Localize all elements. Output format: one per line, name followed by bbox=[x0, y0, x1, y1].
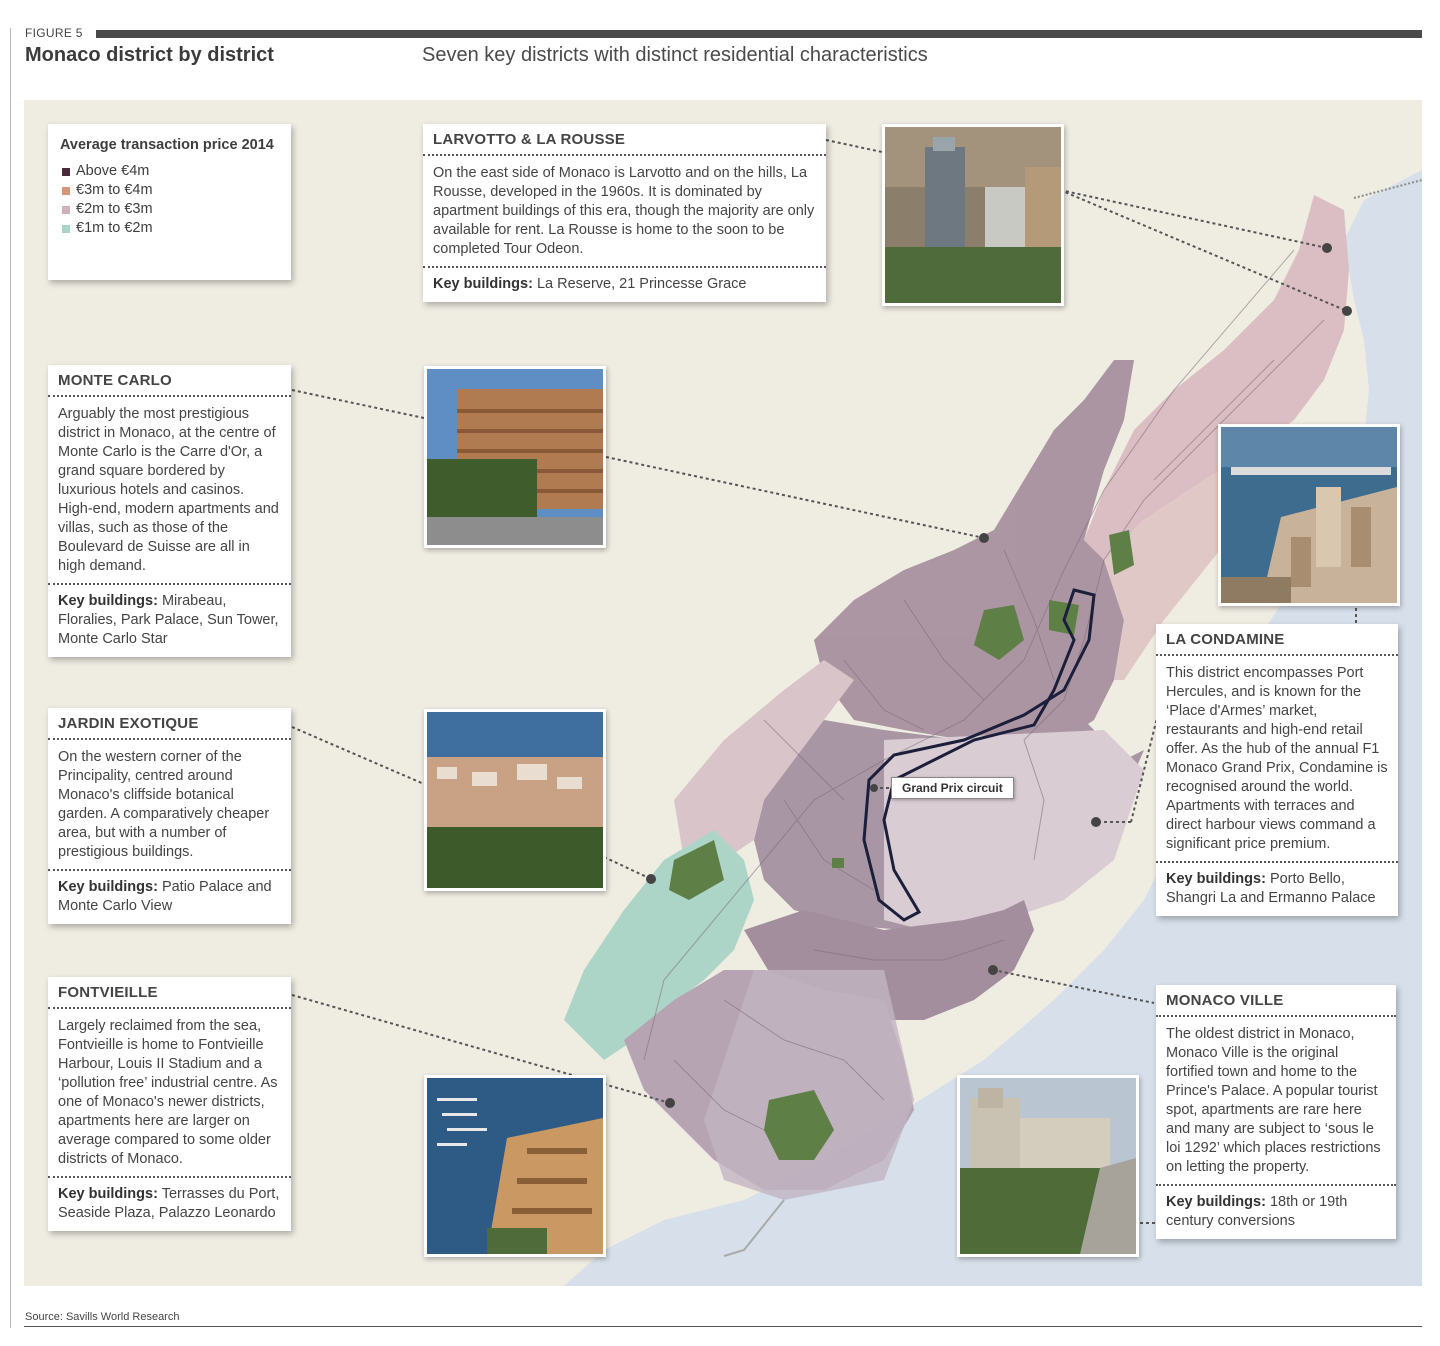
card-title: LA CONDAMINE bbox=[1156, 624, 1398, 656]
key-buildings-label: Key buildings: bbox=[1166, 871, 1266, 887]
legend-swatch bbox=[62, 168, 70, 176]
legend-label: €3m to €4m bbox=[76, 182, 153, 198]
card-title: MONTE CARLO bbox=[48, 365, 291, 397]
monte-carlo-photo bbox=[424, 366, 606, 548]
card-key-buildings bbox=[48, 1178, 291, 1231]
monaco-ville-photo bbox=[957, 1075, 1139, 1257]
legend-label: €2m to €3m bbox=[76, 201, 153, 217]
price-legend bbox=[48, 124, 291, 280]
left-margin-rule bbox=[10, 28, 11, 1328]
key-buildings-value: 18th or 19th century conversions bbox=[1166, 1194, 1348, 1229]
monte-carlo-card bbox=[48, 365, 291, 657]
card-description: The oldest district in Monaco, Monaco Ville is the original fortified town and home to the Prince's Palace. A popular tourist spot, apartments are rare here and many are subject to ‘sous le loi 1292’ which places restrictions on letting the property. bbox=[1156, 1017, 1396, 1186]
key-buildings-value: Terrasses du Port, Seaside Plaza, Palazzo Leonardo bbox=[58, 1186, 280, 1221]
monte-carlo-shape bbox=[814, 360, 1134, 750]
key-buildings-label: Key buildings: bbox=[58, 879, 158, 895]
legend-title: Average transaction price 2014 bbox=[60, 137, 274, 153]
grand-prix-circuit-label: Grand Prix circuit bbox=[891, 777, 1014, 799]
source-note: Source: Savills World Research bbox=[25, 1311, 180, 1323]
port-hercules-shape bbox=[884, 730, 1144, 930]
legend-swatch bbox=[62, 225, 70, 233]
card-description: This district encompasses Port Hercules, and is known for the ‘Place d'Armes’ market, restaurants and high-end retail offer. As the hub of the annual F1 Monaco Grand Prix, Condamine is recognised around the world. Apartments with terraces and direct harbour views command a significant price premium. bbox=[1156, 656, 1398, 863]
card-description: On the east side of Monaco is Larvotto and on the hills, La Rousse, developed in the 1960s. It is dominated by apartment buildings of this era, though the majority are only available for rent. La Rousse is home to the soon to be completed Tour Odeon. bbox=[423, 156, 826, 268]
page-subtitle: Seven key districts with distinct residential characteristics bbox=[422, 44, 928, 66]
key-buildings-value: Patio Palace and Monte Carlo View bbox=[58, 879, 272, 914]
monaco-ville-card bbox=[1156, 985, 1396, 1239]
jardin-exotique-photo bbox=[424, 709, 606, 891]
legend-item-3m-4m bbox=[48, 181, 291, 200]
card-description: Largely reclaimed from the sea, Fontvieille is home to Fontvieille Harbour, Louis II Stadium and a ‘pollution free’ industrial centre. As one of Monaco's newer districts, apartments here are larger on average compared to some older districts of Monaco. bbox=[48, 1009, 291, 1178]
key-buildings-label: Key buildings: bbox=[58, 593, 158, 609]
key-buildings-value: Porto Bello, Shangri La and Ermanno Palace bbox=[1166, 871, 1376, 906]
card-key-buildings bbox=[423, 268, 826, 302]
key-buildings-label: Key buildings: bbox=[433, 276, 533, 292]
fontvieille-card bbox=[48, 977, 291, 1231]
card-title: JARDIN EXOTIQUE bbox=[48, 708, 291, 740]
card-key-buildings bbox=[48, 871, 291, 924]
la-condamine-card bbox=[1156, 624, 1398, 916]
legend-label: Above €4m bbox=[76, 163, 150, 179]
legend-swatch bbox=[62, 206, 70, 214]
legend-swatch bbox=[62, 187, 70, 195]
card-key-buildings bbox=[1156, 863, 1398, 916]
fontvieille-photo bbox=[424, 1075, 606, 1257]
legend-label: €1m to €2m bbox=[76, 220, 153, 236]
card-key-buildings bbox=[1156, 1186, 1396, 1239]
figure-label: FIGURE 5 bbox=[25, 26, 83, 40]
bottom-rule bbox=[24, 1326, 1422, 1327]
card-description: On the western corner of the Principality, centred around Monaco's cliffside botanical garden. A comparatively cheaper area, but with a number of prestigious buildings. bbox=[48, 740, 291, 871]
legend-item-1m-2m bbox=[48, 219, 291, 238]
key-buildings-value: Mirabeau, Floralies, Park Palace, Sun Tower, Monte Carlo Star bbox=[58, 593, 279, 647]
page-title: Monaco district by district bbox=[25, 44, 274, 66]
card-title: LARVOTTO & LA ROUSSE bbox=[423, 124, 826, 156]
card-description: Arguably the most prestigious district in Monaco, at the centre of Monte Carlo is the Carre d'Or, a grand square bordered by luxurious hotels and casinos. High-end, modern apartments and villas, such as those of the Boulevard de Suisse are all in high demand. bbox=[48, 397, 291, 585]
jardin-exotique-card bbox=[48, 708, 291, 924]
key-buildings-value: La Reserve, 21 Princesse Grace bbox=[536, 276, 747, 292]
key-buildings-label: Key buildings: bbox=[58, 1186, 158, 1202]
la-condamine-photo bbox=[1218, 424, 1400, 606]
key-buildings-label: Key buildings: bbox=[1166, 1194, 1266, 1210]
larvotto-photo bbox=[882, 124, 1064, 306]
legend-item-2m-3m bbox=[48, 200, 291, 219]
larvotto-card bbox=[423, 124, 826, 302]
card-title: FONTVIEILLE bbox=[48, 977, 291, 1009]
figure-header-bar bbox=[96, 30, 1422, 38]
card-key-buildings bbox=[48, 585, 291, 657]
legend-item-above-4m bbox=[48, 162, 291, 181]
card-title: MONACO VILLE bbox=[1156, 985, 1396, 1017]
